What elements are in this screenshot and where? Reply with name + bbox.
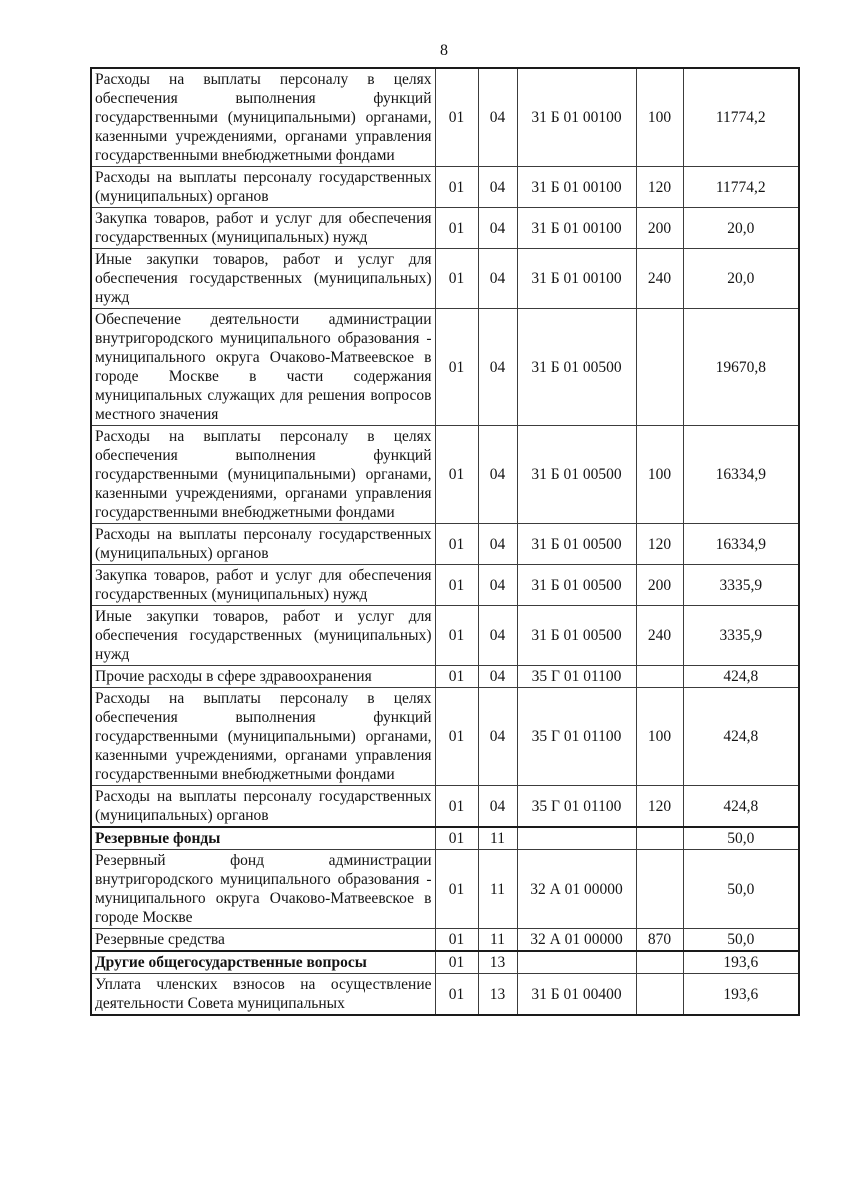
amount-cell: 50,0 — [683, 850, 799, 929]
section-code-cell: 01 — [435, 827, 478, 850]
table-row — [91, 565, 799, 606]
expense-type-code-cell — [636, 666, 683, 688]
table-row — [91, 309, 799, 426]
subsection-code-cell: 13 — [478, 974, 517, 1016]
expense-type-code-cell: 100 — [636, 688, 683, 786]
expense-type-code-cell: 200 — [636, 565, 683, 606]
expense-name-cell: Иные закупки товаров, работ и услуг для обеспечения государственных (муниципальных) нужд — [91, 606, 435, 666]
subsection-code-cell: 04 — [478, 606, 517, 666]
subsection-code-cell: 04 — [478, 249, 517, 309]
expense-type-code-cell: 200 — [636, 208, 683, 249]
target-article-code-cell: 31 Б 01 00500 — [517, 524, 636, 565]
section-code-cell: 01 — [435, 565, 478, 606]
expense-type-code-cell — [636, 850, 683, 929]
table-row — [91, 688, 799, 786]
amount-cell: 16334,9 — [683, 524, 799, 565]
amount-cell: 3335,9 — [683, 565, 799, 606]
page-number: 8 — [440, 42, 448, 59]
subsection-code-cell: 11 — [478, 929, 517, 952]
table-row — [91, 68, 799, 167]
budget-table-body — [91, 68, 799, 1015]
expense-type-code-cell: 120 — [636, 167, 683, 208]
amount-cell: 50,0 — [683, 827, 799, 850]
target-article-code-cell: 31 Б 01 00100 — [517, 249, 636, 309]
subsection-code-cell: 13 — [478, 951, 517, 974]
subsection-code-cell: 04 — [478, 309, 517, 426]
expense-type-code-cell — [636, 309, 683, 426]
target-article-code-cell: 31 Б 01 00500 — [517, 426, 636, 524]
table-row — [91, 666, 799, 688]
expense-name-cell: Закупка товаров, работ и услуг для обеспечения государственных (муниципальных) нужд — [91, 565, 435, 606]
expense-type-code-cell — [636, 827, 683, 850]
section-code-cell: 01 — [435, 426, 478, 524]
expense-name-cell: Резервные средства — [91, 929, 435, 952]
table-row — [91, 167, 799, 208]
expense-name-cell: Обеспечение деятельности администрации внутригородского муниципального образования - муниципального округа Очаково-Матвеевское в городе Москве в части содержания муниципальных служащих для решения вопросов местного значения — [91, 309, 435, 426]
section-code-cell: 01 — [435, 666, 478, 688]
section-code-cell: 01 — [435, 606, 478, 666]
subsection-code-cell: 04 — [478, 208, 517, 249]
expense-type-code-cell: 240 — [636, 606, 683, 666]
amount-cell: 424,8 — [683, 786, 799, 828]
expense-name-cell: Резервные фонды — [91, 827, 435, 850]
subsection-code-cell: 11 — [478, 827, 517, 850]
expense-name-cell: Прочие расходы в сфере здравоохранения — [91, 666, 435, 688]
subsection-code-cell: 04 — [478, 786, 517, 828]
amount-cell: 20,0 — [683, 249, 799, 309]
amount-cell: 20,0 — [683, 208, 799, 249]
subsection-code-cell: 11 — [478, 850, 517, 929]
amount-cell: 424,8 — [683, 688, 799, 786]
target-article-code-cell: 31 Б 01 00500 — [517, 565, 636, 606]
amount-cell: 19670,8 — [683, 309, 799, 426]
section-code-cell: 01 — [435, 951, 478, 974]
target-article-code-cell: 31 Б 01 00100 — [517, 167, 636, 208]
expense-name-cell: Иные закупки товаров, работ и услуг для обеспечения государственных (муниципальных) нужд — [91, 249, 435, 309]
table-row — [91, 426, 799, 524]
table-row — [91, 929, 799, 952]
target-article-code-cell: 31 Б 01 00500 — [517, 309, 636, 426]
subsection-code-cell: 04 — [478, 426, 517, 524]
section-code-cell: 01 — [435, 167, 478, 208]
section-code-cell: 01 — [435, 68, 478, 167]
table-row — [91, 249, 799, 309]
expense-name-cell: Расходы на выплаты персоналу государственных (муниципальных) органов — [91, 786, 435, 828]
budget-expenses-table — [90, 67, 800, 1016]
table-row — [91, 951, 799, 974]
table-row — [91, 208, 799, 249]
expense-name-cell: Уплата членских взносов на осуществление деятельности Совета муниципальных — [91, 974, 435, 1016]
expense-name-cell: Расходы на выплаты персоналу в целях обеспечения выполнения функций государственными (муниципальными) органами, казенными учреждениями, органами управления государственными внебюджетными фондами — [91, 426, 435, 524]
amount-cell: 11774,2 — [683, 167, 799, 208]
target-article-code-cell: 31 Б 01 00100 — [517, 68, 636, 167]
expense-name-cell: Резервный фонд администрации внутригородского муниципального образования - муниципального округа Очаково-Матвеевское в городе Москве — [91, 850, 435, 929]
amount-cell: 193,6 — [683, 951, 799, 974]
table-row — [91, 786, 799, 828]
target-article-code-cell: 35 Г 01 01100 — [517, 786, 636, 828]
subsection-code-cell: 04 — [478, 68, 517, 167]
target-article-code-cell: 35 Г 01 01100 — [517, 688, 636, 786]
section-code-cell: 01 — [435, 974, 478, 1016]
amount-cell: 16334,9 — [683, 426, 799, 524]
target-article-code-cell: 31 Б 01 00500 — [517, 606, 636, 666]
amount-cell: 193,6 — [683, 974, 799, 1016]
table-row — [91, 606, 799, 666]
table-row — [91, 974, 799, 1016]
expense-name-cell: Закупка товаров, работ и услуг для обеспечения государственных (муниципальных) нужд — [91, 208, 435, 249]
subsection-code-cell: 04 — [478, 524, 517, 565]
subsection-code-cell: 04 — [478, 688, 517, 786]
target-article-code-cell: 35 Г 01 01100 — [517, 666, 636, 688]
section-code-cell: 01 — [435, 850, 478, 929]
expense-type-code-cell: 100 — [636, 68, 683, 167]
expense-type-code-cell: 870 — [636, 929, 683, 952]
target-article-code-cell — [517, 951, 636, 974]
section-code-cell: 01 — [435, 524, 478, 565]
section-code-cell: 01 — [435, 309, 478, 426]
section-code-cell: 01 — [435, 786, 478, 828]
section-code-cell: 01 — [435, 688, 478, 786]
amount-cell: 3335,9 — [683, 606, 799, 666]
target-article-code-cell — [517, 827, 636, 850]
table-row — [91, 524, 799, 565]
section-code-cell: 01 — [435, 208, 478, 249]
expense-name-cell: Расходы на выплаты персоналу государственных (муниципальных) органов — [91, 167, 435, 208]
expense-type-code-cell: 240 — [636, 249, 683, 309]
expense-type-code-cell: 100 — [636, 426, 683, 524]
expense-name-cell: Расходы на выплаты персоналу в целях обеспечения выполнения функций государственными (муниципальными) органами, казенными учреждениями, органами управления государственными внебюджетными фондами — [91, 688, 435, 786]
expense-type-code-cell: 120 — [636, 786, 683, 828]
amount-cell: 424,8 — [683, 666, 799, 688]
table-row — [91, 827, 799, 850]
expense-name-cell: Расходы на выплаты персоналу в целях обеспечения выполнения функций государственными (муниципальными) органами, казенными учреждениями, органами управления государственными внебюджетными фондами — [91, 68, 435, 167]
subsection-code-cell: 04 — [478, 167, 517, 208]
target-article-code-cell: 32 А 01 00000 — [517, 929, 636, 952]
section-code-cell: 01 — [435, 929, 478, 952]
expense-type-code-cell — [636, 951, 683, 974]
expense-type-code-cell — [636, 974, 683, 1016]
amount-cell: 11774,2 — [683, 68, 799, 167]
expense-type-code-cell: 120 — [636, 524, 683, 565]
section-code-cell: 01 — [435, 249, 478, 309]
expense-name-cell: Другие общегосударственные вопросы — [91, 951, 435, 974]
table-row — [91, 850, 799, 929]
target-article-code-cell: 31 Б 01 00100 — [517, 208, 636, 249]
target-article-code-cell: 32 А 01 00000 — [517, 850, 636, 929]
target-article-code-cell: 31 Б 01 00400 — [517, 974, 636, 1016]
expense-name-cell: Расходы на выплаты персоналу государственных (муниципальных) органов — [91, 524, 435, 565]
amount-cell: 50,0 — [683, 929, 799, 952]
subsection-code-cell: 04 — [478, 565, 517, 606]
subsection-code-cell: 04 — [478, 666, 517, 688]
